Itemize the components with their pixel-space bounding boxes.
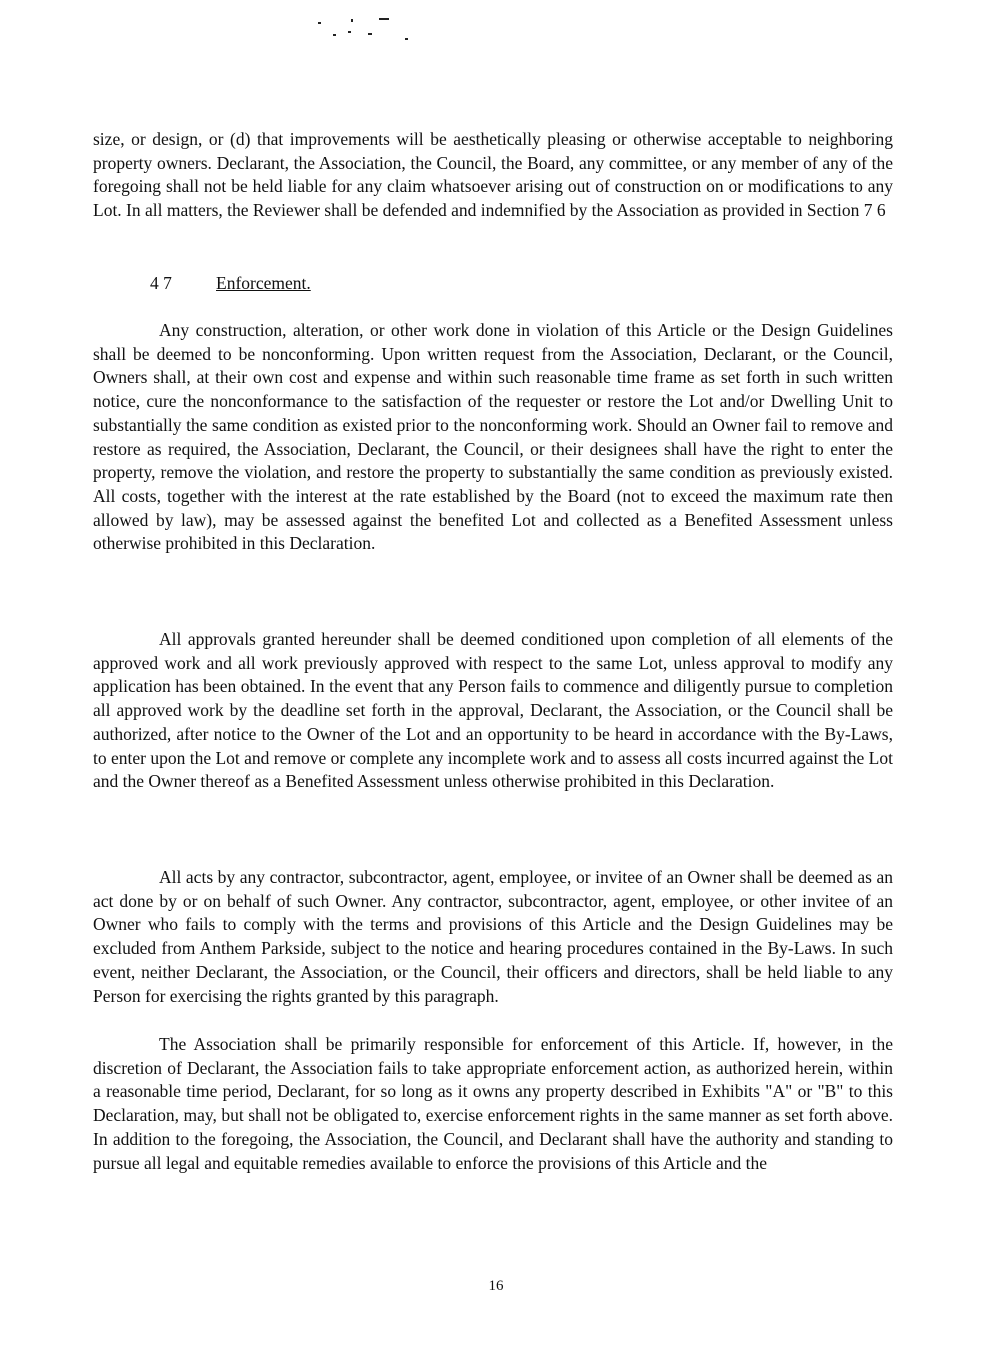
- paragraph-approvals-conditioned: All approvals granted hereunder shall be deemed conditioned upon completion of all elements of the approved work and all work previously approved with respect to the same Lot, unless approval to modify any application has been obtained. In the event that any Person fails to commence and diligently pursue to completion all approved work by the deadline set forth in the approval, Declarant, the Association, or the Council shall be authorized, after notice to the Owner of the Lot and an opportunity to be heard in accordance with the By-Laws, to enter upon the Lot and remove or complete any incomplete work and to assess all costs incurred against the Lot and the Owner thereof as a Benefited Assessment unless otherwise prohibited in this Declaration.: [93, 629, 893, 792]
- section-number: 4 7: [150, 273, 172, 293]
- scan-artifact-marks: [318, 8, 428, 48]
- section-heading: [150, 271, 311, 295]
- paragraph-nonconforming-work: Any construction, alteration, or other work done in violation of this Article or the Design Guidelines shall be deemed to be nonconforming. Upon written request from the Association, Declarant, or the Council, Owners shall, at their own cost and expense and within such reasonable time frame as set forth in such written notice, cure the nonconformance to the satisfaction of the requester or restore the Lot and/or Dwelling Unit to substantially the same condition as existed prior to the nonconforming work. Should an Owner fail to remove and restore as required, the Association, Declarant, the Council, or their designees shall have the right to enter the property, remove the violation, and restore the property to substantially the same condition as previously existed. All costs, together with the interest at the rate established by the Board (not to exceed the maximum rate then allowed by law), may be assessed against the benefited Lot and collected as a Benefited Assessment unless otherwise prohibited in this Declaration.: [93, 320, 893, 554]
- paragraph-association-responsibility: The Association shall be primarily responsible for enforcement of this Article. If, however, in the discretion of Declarant, the Association fails to take appropriate enforcement action, as authorized herein, within a reasonable time period, Declarant, for so long as it owns any property described in Exhibits "A" or "B" to this Declaration, may, but shall not be obligated to, exercise enforcement rights in the same manner as set forth above. In addition to the foregoing, the Association, the Council, and Declarant shall have the authority and standing to pursue all legal and equitable remedies available to enforce the provisions of this Article and the: [93, 1034, 893, 1173]
- page-number: 16: [488, 1278, 504, 1294]
- section-title: Enforcement.: [216, 273, 311, 293]
- paragraph-continuation: size, or design, or (d) that improvements will be aesthetically pleasing or otherwise acceptable to neighboring property owners. Declarant, the Association, the Council, the Board, any committee, or any member of any of the foregoing shall not be held liable for any claim whatsoever arising out of construction on or modifications to any Lot. In all matters, the Reviewer shall be defended and indemnified by the Association as provided in Section 7 6: [93, 129, 893, 221]
- paragraph-contractor-acts: All acts by any contractor, subcontractor, agent, employee, or invitee of an Owner shall be deemed as an act done by or on behalf of such Owner. Any contractor, subcontractor, agent, employee, or other invitee of an Owner who fails to comply with the terms and provisions of this Article and the Design Guidelines may be excluded from Anthem Parkside, subject to the notice and hearing procedures contained in the By-Laws. In such event, neither Declarant, the Association, or the Council, their officers and directors, shall be held liable to any Person for exercising the rights granted by this paragraph.: [93, 867, 893, 1006]
